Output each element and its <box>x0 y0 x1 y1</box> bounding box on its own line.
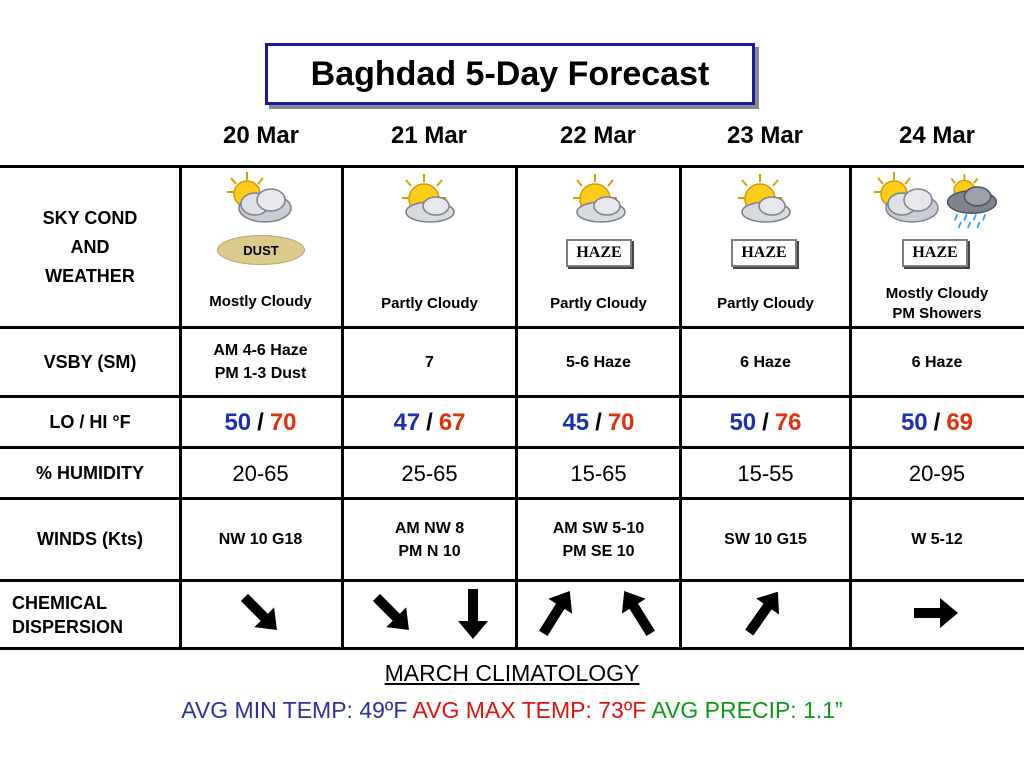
climatology-summary <box>0 697 1024 724</box>
row-label-humidity: % HUMIDITY <box>36 462 144 483</box>
northeast-arrow-icon <box>735 585 791 641</box>
winds-line: AM SW 5-10 <box>552 519 645 537</box>
haze-badge: HAZE <box>731 239 797 267</box>
day-header: 22 Mar <box>559 122 637 149</box>
sky-condition: Mostly Cloudy <box>209 293 312 310</box>
row-label-temp: LO / HI °F <box>49 411 131 432</box>
row-label-line: WEATHER <box>45 265 135 286</box>
winds-line: PM N 10 <box>398 542 461 560</box>
temp-cell <box>852 398 1022 446</box>
haze-badge: HAZE <box>566 239 632 267</box>
temp-cell <box>682 398 849 446</box>
partly-cloudy-icon <box>728 172 798 232</box>
vsby-line: PM 1-3 Dust <box>214 365 307 382</box>
climatology-title: MARCH CLIMATOLOGY <box>384 660 640 686</box>
row-label-sky <box>0 168 180 326</box>
avg-min-temp: AVG MIN TEMP: 49ºF <box>181 697 408 723</box>
vsby-cell: 6 Haze <box>740 353 791 371</box>
day-header: 23 Mar <box>726 122 804 149</box>
temp-high: 70 <box>607 408 635 436</box>
winds-cell: NW 10 G18 <box>218 531 303 548</box>
northeast-arrow-icon <box>528 585 584 641</box>
temp-high: 67 <box>438 408 466 436</box>
sky-condition <box>852 284 1022 324</box>
temp-separator: / <box>257 408 264 436</box>
temp-cell <box>344 398 515 446</box>
row-label-vsby: VSBY (SM) <box>43 351 137 372</box>
row-label-line: CHEMICAL <box>12 592 107 613</box>
temp-low: 45 <box>562 408 590 436</box>
temp-cell <box>518 398 679 446</box>
northwest-arrow-icon <box>610 585 666 641</box>
page-title: Baghdad 5-Day Forecast <box>265 43 755 105</box>
sky-condition-line: PM Showers <box>892 305 982 322</box>
sky-condition: Partly Cloudy <box>550 295 647 312</box>
row-label-line: SKY COND <box>42 207 138 228</box>
mostly-cloudy-icon <box>872 170 942 230</box>
vsby-cell: 6 Haze <box>911 353 963 371</box>
sky-condition: Partly Cloudy <box>717 295 814 312</box>
temp-low: 50 <box>729 408 757 436</box>
mostly-cloudy-icon <box>225 170 295 230</box>
day-header: 20 Mar <box>222 122 300 149</box>
humidity-cell: 15-65 <box>570 460 627 486</box>
temp-low: 50 <box>224 408 252 436</box>
day-header: 24 Mar <box>898 122 976 149</box>
winds-line: AM NW 8 <box>394 519 465 537</box>
temp-cell <box>182 398 339 446</box>
southeast-arrow-icon <box>364 585 420 641</box>
temp-separator: / <box>426 408 433 436</box>
vsby-line: AM 4-6 Haze <box>213 342 308 359</box>
southeast-arrow-icon <box>232 585 288 641</box>
haze-badge: HAZE <box>902 239 968 267</box>
vsby-cell: 7 <box>425 353 434 371</box>
temp-separator: / <box>762 408 769 436</box>
sky-condition-line: Mostly Cloudy <box>885 285 989 302</box>
row-label-line: DISPERSION <box>12 616 124 637</box>
winds-line: PM SE 10 <box>562 542 635 560</box>
humidity-cell: 20-65 <box>232 460 289 486</box>
temp-low: 47 <box>393 408 421 436</box>
dust-badge: DUST <box>217 235 305 265</box>
row-label-line: AND <box>70 236 110 257</box>
temp-high: 69 <box>946 408 974 436</box>
avg-precip: AVG PRECIP: 1.1” <box>651 697 843 723</box>
partly-cloudy-icon <box>392 172 462 232</box>
partly-cloudy-icon <box>563 172 633 232</box>
sky-condition: Partly Cloudy <box>381 295 478 312</box>
temp-separator: / <box>933 408 941 436</box>
humidity-cell: 25-65 <box>401 460 458 486</box>
showers-icon <box>938 172 1004 232</box>
winds-cell <box>518 500 679 579</box>
vsby-cell: 5-6 Haze <box>566 353 631 371</box>
temp-high: 76 <box>774 408 802 436</box>
avg-max-temp: AVG MAX TEMP: 73ºF <box>412 697 647 723</box>
temp-low: 50 <box>900 408 928 436</box>
south-arrow-icon <box>445 585 501 641</box>
winds-cell: SW 10 G15 <box>724 531 807 548</box>
humidity-cell: 15-55 <box>737 460 794 486</box>
temp-separator: / <box>595 408 602 436</box>
row-label-chem <box>0 582 180 647</box>
winds-cell <box>344 500 515 579</box>
east-arrow-icon <box>906 585 962 641</box>
temp-high: 70 <box>269 408 297 436</box>
day-header: 21 Mar <box>390 122 468 149</box>
grid-line <box>0 647 1024 650</box>
humidity-cell: 20-95 <box>908 460 966 486</box>
winds-cell: W 5-12 <box>911 531 963 548</box>
vsby-cell <box>182 329 339 395</box>
row-label-winds: WINDS (Kts) <box>37 529 143 549</box>
